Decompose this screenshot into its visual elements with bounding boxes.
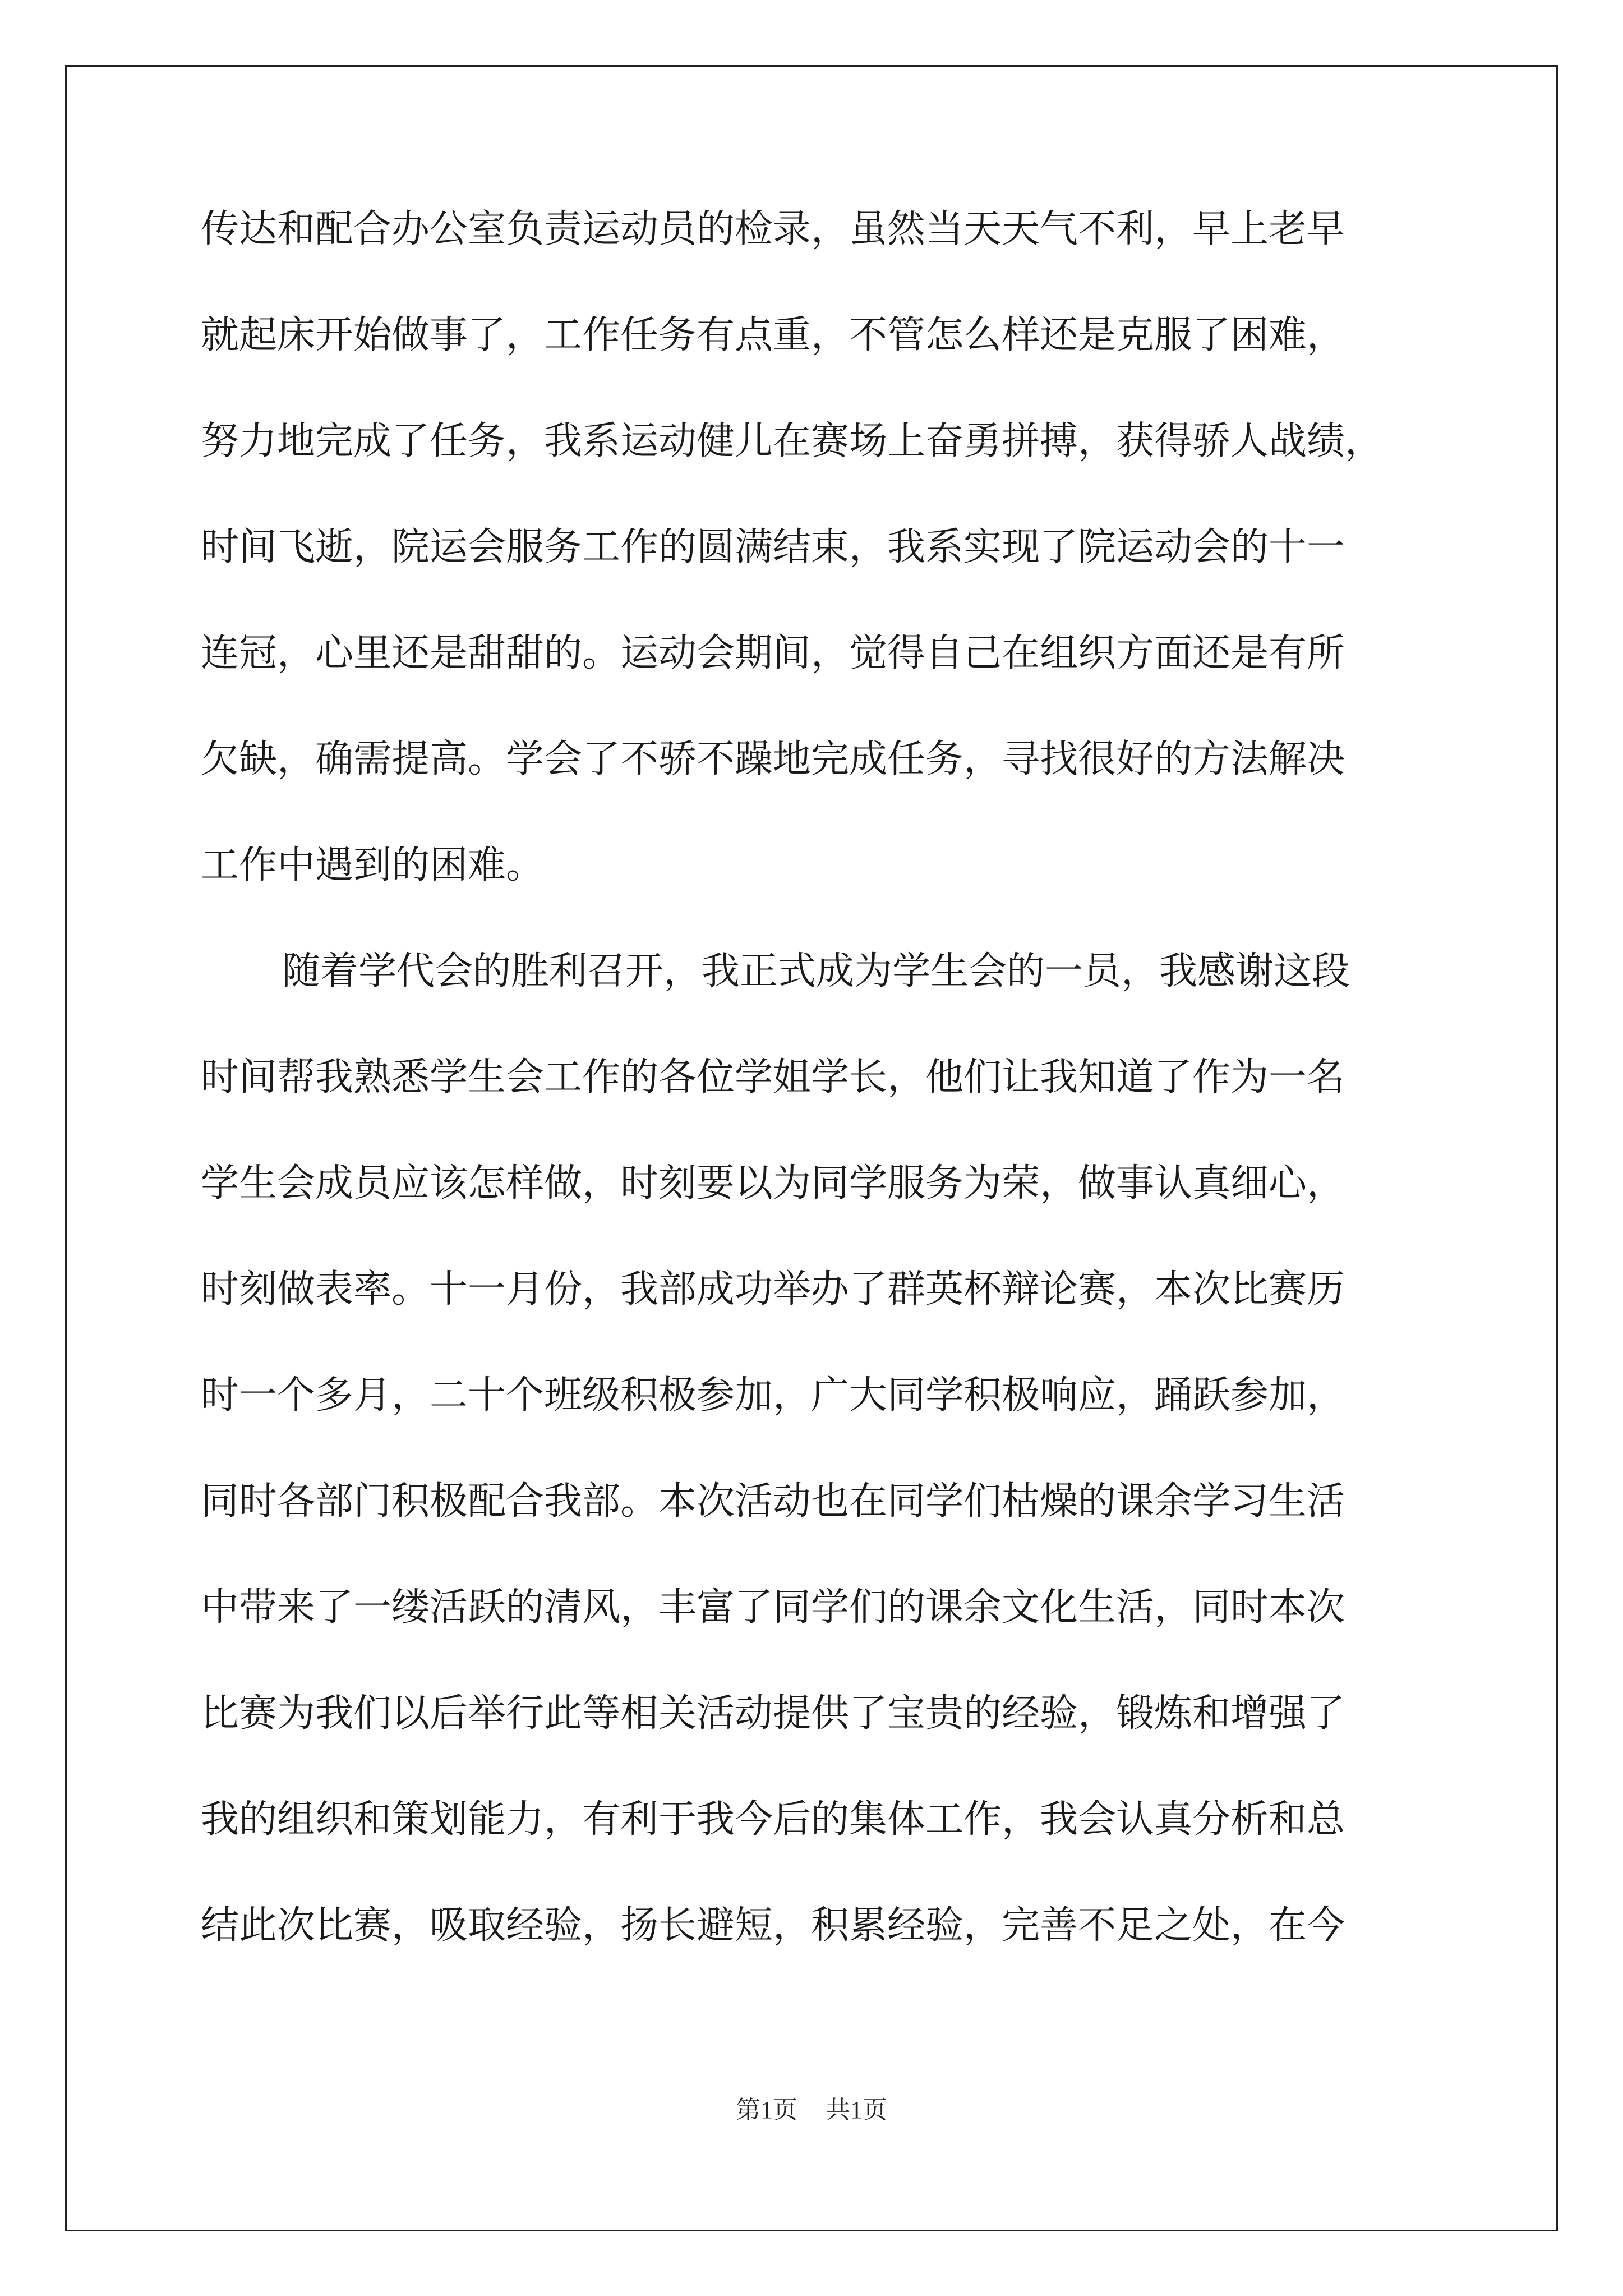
text-line: 同时各部门积极配合我部。本次活动也在同学们枯燥的课余学习生活 <box>201 1479 1345 1524</box>
page-footer <box>0 2096 1623 2124</box>
text-line: 结此次比赛，吸取经验，扬长避短，积累经验，完善不足之处，在今 <box>201 1903 1345 1948</box>
text-line: 中带来了一缕活跃的清风，丰富了同学们的课余文化生活，同时本次 <box>201 1585 1345 1630</box>
page-total: 共1页 <box>826 2096 887 2124</box>
text-line: 欠缺，确需提高。学会了不骄不躁地完成任务，寻找很好的方法解决 <box>201 737 1345 781</box>
text-line: 比赛为我们以后举行此等相关活动提供了宝贵的经验，锻炼和增强了 <box>201 1691 1345 1736</box>
text-line: 时间飞逝，院运会服务工作的圆满结束，我系实现了院运动会的十一 <box>201 525 1345 569</box>
document-body <box>201 207 1457 2013</box>
page-number: 第1页 <box>736 2096 797 2124</box>
text-line: 学生会成员应该怎样做，时刻要以为同学服务为荣，做事认真细心， <box>201 1161 1345 1205</box>
text-line: 我的组织和策划能力，有利于我今后的集体工作，我会认真分析和总 <box>201 1797 1345 1842</box>
text-line: 时间帮我熟悉学生会工作的各位学姐学长，他们让我知道了作为一名 <box>201 1055 1345 1099</box>
text-line: 时刻做表率。十一月份，我部成功举办了群英杯辩论赛，本次比赛历 <box>201 1267 1345 1312</box>
text-line: 努力地完成了任务，我系运动健儿在赛场上奋勇拼搏，获得骄人战绩， <box>201 419 1384 463</box>
text-line: 连冠，心里还是甜甜的。运动会期间，觉得自己在组织方面还是有所 <box>201 631 1345 675</box>
paragraph-start-line: 随着学代会的胜利召开，我正式成为学生会的一员，我感谢这段 <box>282 949 1350 993</box>
text-line: 传达和配合办公室负责运动员的检录，虽然当天天气不利，早上老早 <box>201 207 1345 251</box>
text-line: 时一个多月，二十个班级积极参加，广大同学积极响应，踊跃参加， <box>201 1373 1345 1418</box>
text-line: 就起床开始做事了，工作任务有点重，不管怎么样还是克服了困难， <box>201 313 1345 357</box>
text-line: 工作中遇到的困难。 <box>201 843 545 887</box>
